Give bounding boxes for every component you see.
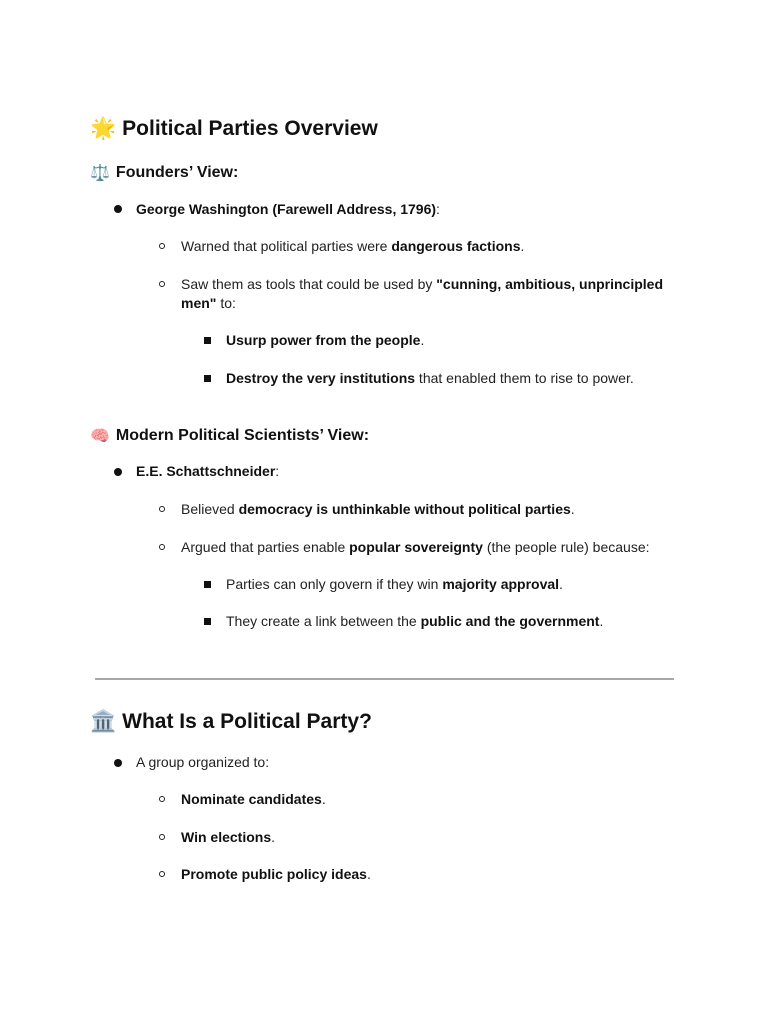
list-item-win-elections	[181, 828, 275, 847]
bold-text: democracy is unthinkable without political parties	[238, 501, 571, 517]
bullet-circle	[159, 796, 165, 802]
text: Believed	[181, 501, 239, 517]
list-item-democracy-unthinkable	[181, 500, 575, 519]
classical-building-icon: 🏛️	[90, 709, 117, 733]
bold-text: "cunning, ambitious, unprincipled men"	[181, 276, 664, 311]
text: .	[271, 829, 276, 845]
bullet-circle	[159, 281, 165, 287]
list-item-usurp-power	[226, 331, 424, 350]
bullet-circle	[159, 871, 165, 877]
list-item-dangerous-factions	[181, 237, 524, 256]
text: .	[321, 791, 326, 807]
bold-text: public and the government	[420, 613, 600, 629]
list-item-nominate	[181, 790, 326, 809]
bold-text: Usurp power from the people	[226, 332, 421, 348]
founders-heading-text: Founders’ View:	[115, 163, 239, 181]
bold-text: majority approval	[442, 576, 560, 592]
bullet-disc	[114, 205, 122, 213]
brain-icon: 🧠	[90, 426, 110, 445]
list-item-promote-policy	[181, 865, 371, 884]
list-item-public-government-link	[226, 612, 603, 631]
text: Argued that parties enable	[181, 539, 350, 555]
text: (the people rule) because:	[482, 539, 650, 555]
horizontal-divider	[95, 678, 674, 680]
bullet-circle	[159, 506, 165, 512]
founders-heading	[90, 163, 238, 182]
section-title-text: Political Parties Overview	[122, 116, 378, 140]
text: .	[599, 613, 604, 629]
bold-text: Nominate candidates	[181, 791, 322, 807]
bullet-square	[204, 337, 211, 344]
text: .	[420, 332, 425, 348]
list-item-destroy-institutions	[226, 369, 634, 388]
punct: :	[436, 201, 440, 217]
text: Saw them as tools that could be used by	[181, 276, 437, 292]
text: to:	[216, 295, 236, 311]
text: .	[520, 238, 525, 254]
text: Parties can only govern if they win	[226, 576, 443, 592]
bullet-disc	[114, 468, 122, 476]
modern-heading	[90, 426, 369, 445]
text: .	[366, 866, 371, 882]
bullet-square	[204, 618, 211, 625]
bullet-square	[204, 581, 211, 588]
schattschneider-label: E.E. Schattschneider	[136, 463, 276, 479]
section-title-what-is-party	[90, 709, 372, 734]
text: that enabled them to rise to power.	[415, 370, 634, 386]
text: .	[559, 576, 563, 592]
bullet-disc	[114, 759, 122, 767]
bold-text: Destroy the very institutions	[226, 370, 416, 386]
bullet-square	[204, 375, 211, 382]
bullet-circle	[159, 834, 165, 840]
modern-heading-text: Modern Political Scientists’ View:	[115, 426, 370, 444]
punct: :	[275, 463, 280, 479]
section-title-overview	[90, 116, 378, 141]
text: They create a link between the	[226, 613, 421, 629]
text: .	[570, 501, 575, 517]
list-item-majority-approval	[226, 575, 563, 594]
bold-text: dangerous factions	[391, 238, 521, 254]
list-item-washington	[136, 200, 440, 219]
bold-text: Win elections	[181, 829, 272, 845]
star-icon: 🌟	[90, 116, 117, 140]
list-item-popular-sovereignty	[181, 538, 650, 557]
list-item-cunning-men	[181, 275, 671, 313]
section-title-text: What Is a Political Party?	[122, 709, 372, 733]
washington-label: George Washington (Farewell Address, 1796)	[136, 201, 437, 217]
text: A group organized to:	[136, 754, 270, 770]
bold-text: popular sovereignty	[349, 539, 483, 555]
bullet-circle	[159, 544, 165, 550]
list-item-schattschneider	[136, 462, 279, 481]
bullet-circle	[159, 243, 165, 249]
scales-icon: ⚖️	[90, 163, 110, 182]
text: Warned that political parties were	[181, 238, 392, 254]
bold-text: Promote public policy ideas	[181, 866, 367, 882]
list-item-intro	[136, 753, 269, 772]
